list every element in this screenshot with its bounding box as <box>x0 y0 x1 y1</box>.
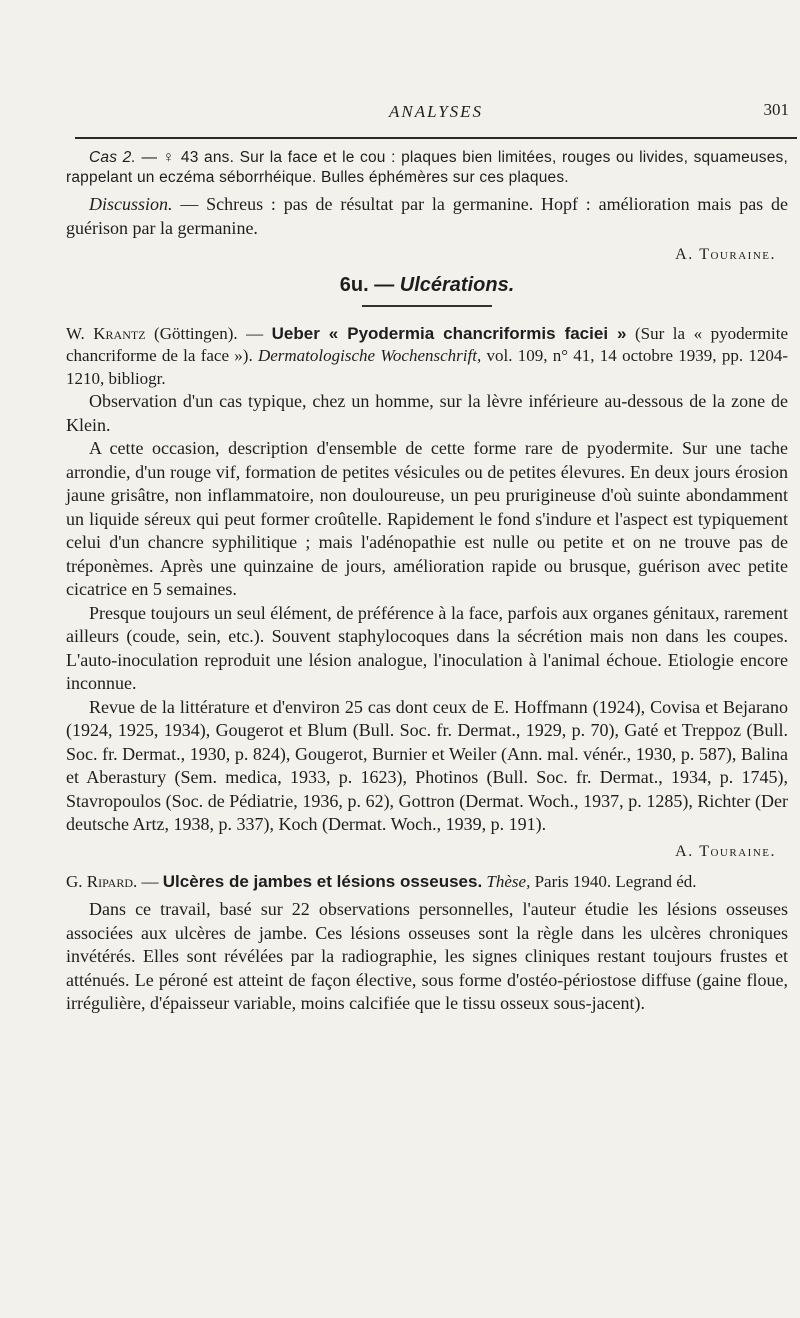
page-content <box>66 148 788 1016</box>
page-number: 301 <box>763 100 789 119</box>
article-2-kind: Thèse, <box>486 871 531 891</box>
signature-touraine-2: A. Touraine. <box>675 842 776 860</box>
header-rule <box>75 137 797 139</box>
article-2-reference: G. Ripard. — Ulcères de jambes et lésions osseuses. Thèse, Paris 1940. Legrand éd. <box>66 871 697 891</box>
article-2-paragraph: Dans ce travail, basé sur 22 observations personnelles, l'auteur étudie les lésions osseuses associées aux ulcères de jambe. Ces lésions osseuses sont la règle dans les ulcères chroniques invétérés. Elles sont révélées par la radiographie, les signes cliniques restant toujours frustes et atténués. Le péroné est atteint de façon élective, sous forme d'ostéo-périostose diffuse (gaine floue, irrégulière, d'épaisseur variable, moins calcifiée que le tissu osseux sous-jacent). <box>66 899 788 1013</box>
section-heading <box>66 274 788 297</box>
article-1-citation: vol. 109, n° 41, 14 octobre 1939, pp. 1204-1210, bibliogr. <box>66 346 789 388</box>
section-rule <box>362 305 492 307</box>
discussion-paragraph <box>66 193 788 240</box>
section-number: 6u. — <box>339 274 395 296</box>
article-1-location: (Göttingen). — <box>154 323 264 343</box>
discussion-text: — Schreus : pas de résultat par la germanine. Hopf : amélioration mais pas de guérison par la germanine. <box>66 194 788 238</box>
article-1-journal: Dermatologische Wochenschrift, <box>257 346 482 365</box>
article-1-paragraph: Observation d'un cas typique, chez un homme, sur la lèvre inférieure au-dessous de la zone de Klein. <box>66 391 788 435</box>
discussion-label: Discussion. <box>89 194 173 214</box>
article-1-paragraph: Revue de la littérature et d'environ 25 cas dont ceux de E. Hoffmann (1924), Covisa et Bejarano (1924, 1925, 1934), Gougerot et Blum (Bull. Soc. fr. Dermat., 1929, p. 70), Gaté et Treppoz (Bull. Soc. fr. Dermat., 1930, p. 824), Gougerot, Burnier et Weiler (Ann. mal. vénér., 1930, p. 587), Balina et Aberastury (Sem. medica, 1933, p. 1623), Photinos (Bull. Soc. fr. Dermat., 1934, p. 1745), Stavropoulos (Soc. de Pédiatrie, 1936, p. 62), Gottron (Dermat. Woch., 1937, p. 1285), Richter (Der deutsche Artz, 1938, p. 337), Koch (Dermat. Woch., 1939, p. 191). <box>66 696 788 834</box>
signature-touraine-1: A. Touraine. <box>675 246 776 263</box>
section-title: Ulcérations. <box>399 274 515 296</box>
article-1-title: Ueber « Pyodermia chancriformis faciei » <box>271 323 627 343</box>
running-title: ANALYSES <box>388 102 484 121</box>
article-1-translation: (Sur la « pyodermite chancriforme de la face »). <box>66 323 788 365</box>
article-2-author: G. Ripard. <box>66 871 138 891</box>
article-2-title: Ulcères de jambes et lésions osseuses. <box>162 871 483 891</box>
case-2-text: — ♀ 43 ans. Sur la face et le cou : plaques bien limitées, rouges ou livides, squameuses, rappelant un eczéma séborrhéique. Bulles éphémères sur ces plaques. <box>66 149 788 186</box>
article-2-publisher: Paris 1940. Legrand éd. <box>534 871 697 891</box>
page-header <box>75 96 797 126</box>
case-2-paragraph <box>66 148 788 188</box>
article-1-paragraph: A cette occasion, description d'ensemble de cette forme rare de pyodermite. Sur une tache arrondie, d'un rouge vif, formation de petites vésicules ou de petites élevures. En deux jours érosion jaune grisâtre, non inflammatoire, non douloureuse, un peu prurigineuse d'où suinte abondamment un liquide séreux qui peut former croûtelle. Rapidement le fond s'indure et l'aspect est typiquement celui d'un chancre syphilitique ; mais l'adénopathie est nulle ou petite et on ne trouve pas de tréponèmes. Après une quinzaine de jours, amélioration rapide ou brusque, guérison avec petite cicatrice en 5 semaines. <box>66 438 788 599</box>
article-1-paragraph: Presque toujours un seul élément, de préférence à la face, parfois aux organes génitaux, rarement ailleurs (coude, sein, etc.). Souvent staphylocoques dans la sécrétion mais non dans les coupes. L'auto-inoculation reproduit une lésion analogue, l'inoculation à l'animal échoue. Etiologie encore inconnue. <box>66 602 788 693</box>
article-1-author: W. Krantz <box>66 323 146 343</box>
case-2-label: Cas 2. <box>89 149 136 166</box>
article-1-reference <box>66 323 788 391</box>
